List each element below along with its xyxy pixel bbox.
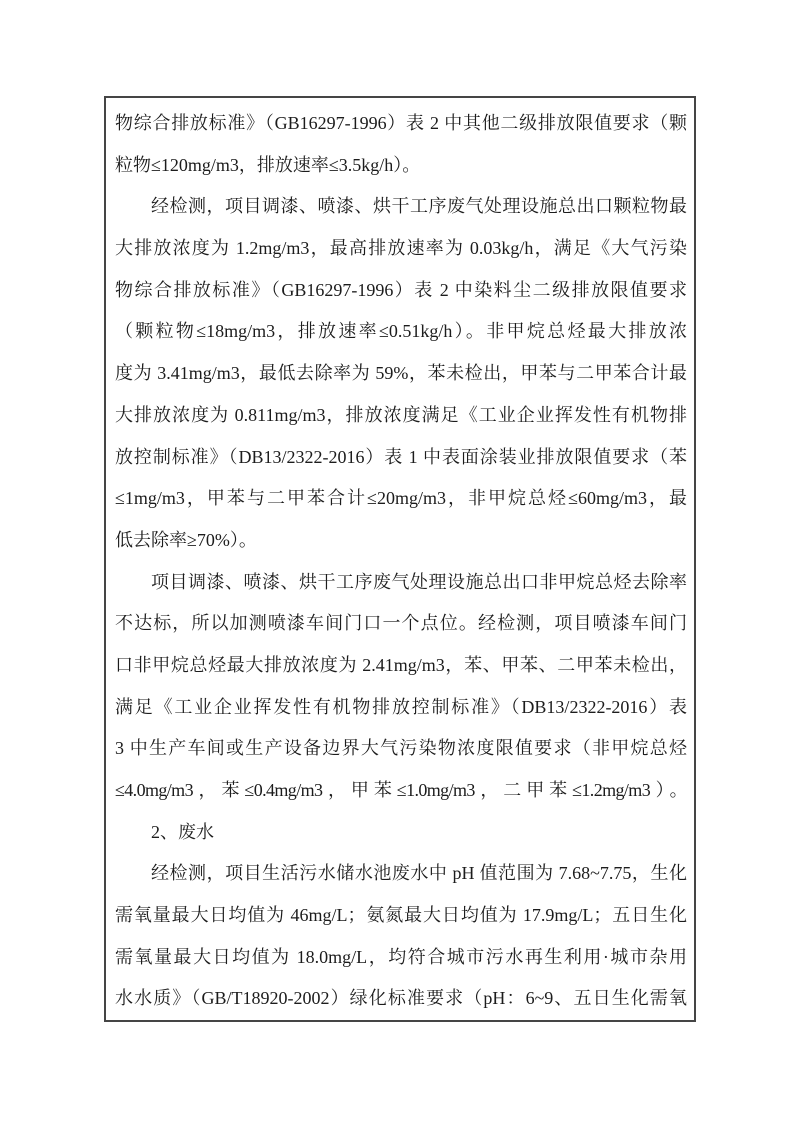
text-line: 不达标，所以加测喷漆车间门口一个点位。经检测，项目喷漆车间门: [115, 613, 687, 634]
table-cell: [104, 96, 696, 1022]
text-line: 经检测，项目调漆、喷漆、烘干工序废气处理设施总出口颗粒物最: [151, 196, 687, 217]
text-line: （颗粒物≤18mg/m3，排放速率≤0.51kg/h）。非甲烷总烃最大排放浓: [115, 321, 687, 342]
text-line: 低去除率≥70%）。: [115, 529, 257, 550]
text-line: 需氧量最大日均值为 46mg/L；氨氮最大日均值为 17.9mg/L；五日生化: [115, 905, 687, 926]
section-heading: 2、废水: [151, 821, 214, 842]
text-line: 大排放浓度为 1.2mg/m3，最高排放速率为 0.03kg/h，满足《大气污染: [115, 238, 687, 259]
text-line: 粒物≤120mg/m3，排放速率≤3.5kg/h）。: [115, 154, 421, 175]
text-line: 度为 3.41mg/m3，最低去除率为 59%，苯未检出，甲苯与二甲苯合计最: [115, 363, 687, 384]
text-line: 口非甲烷总烃最大排放浓度为 2.41mg/m3，苯、甲苯、二甲苯未检出，: [115, 654, 687, 675]
text-line: 满足《工业企业挥发性有机物排放控制标准》（DB13/2322-2016）表: [115, 696, 687, 717]
text-line: 物综合排放标准》（GB16297-1996）表 2 中染料尘二级排放限值要求: [115, 279, 687, 300]
text-line: 3 中生产车间或生产设备边界大气污染物浓度限值要求（非甲烷总烃: [115, 738, 687, 759]
text-line: 水水质》（GB/T18920-2002）绿化标准要求（pH：6~9、五日生化需氧: [115, 988, 687, 1009]
text-line: 项目调漆、喷漆、烘干工序废气处理设施总出口非甲烷总烃去除率: [151, 571, 687, 592]
text-line: 放控制标准》（DB13/2322-2016）表 1 中表面涂装业排放限值要求（苯: [115, 446, 687, 467]
text-line: 需氧量最大日均值为 18.0mg/L，均符合城市污水再生利用·城市杂用: [115, 946, 687, 967]
text-line: ≤4.0mg/m3，苯≤0.4mg/m3，甲苯≤1.0mg/m3，二甲苯≤1.2mg/m3）。: [115, 780, 687, 800]
text-line: 经检测，项目生活污水储水池废水中 pH 值范围为 7.68~7.75，生化: [151, 863, 687, 884]
text-line: 大排放浓度为 0.811mg/m3，排放浓度满足《工业企业挥发性有机物排: [115, 404, 687, 425]
text-line: 物综合排放标准》（GB16297-1996）表 2 中其他二级排放限值要求（颗: [115, 113, 687, 133]
text-line: ≤1mg/m3，甲苯与二甲苯合计≤20mg/m3，非甲烷总烃≤60mg/m3，最: [115, 488, 687, 509]
